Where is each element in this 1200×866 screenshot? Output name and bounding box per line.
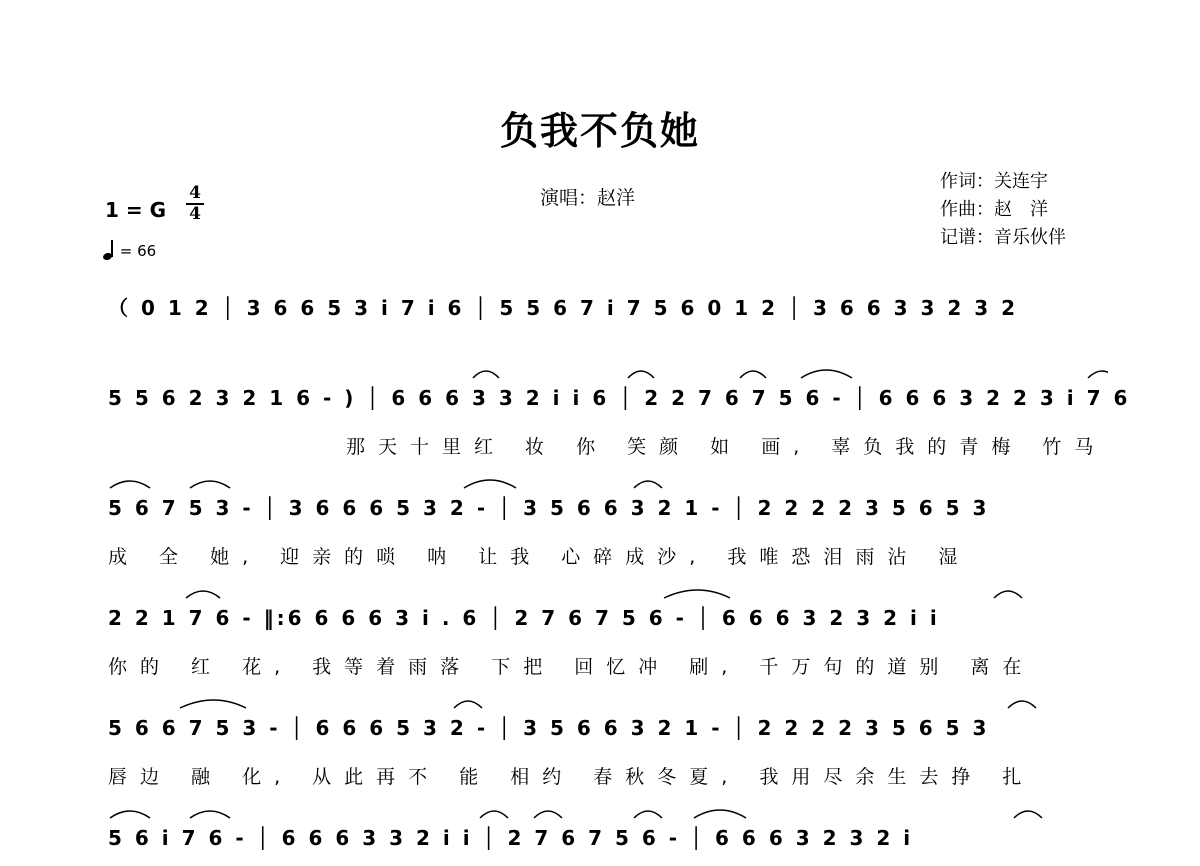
lyricist-credit: 作词：关连宇	[940, 171, 1048, 192]
meter-top: 4	[186, 184, 204, 205]
tempo-value: = 66	[119, 242, 157, 260]
notation-line: 2 2 1 7 6 - ‖:6 6 6 6 3 i . 6 │ 2 7 6 7 5 6 - │ 6 6 6 3 2 3 2 i i	[108, 606, 940, 630]
lyric-line: 成 全 她, 迎亲的唢 呐 让我 心碎成沙, 我唯恐泪雨沾 湿	[108, 546, 971, 568]
credits-block	[940, 168, 1066, 252]
quarter-note-icon	[103, 240, 115, 260]
slur-marks	[108, 796, 1108, 822]
notation-line: （ 0 1 2 │ 3 6 6 5 3 i 7 i 6 │ 5 5 6 7 i 7 5 6 0 1 2 │ 3 6 6 3 3 2 3 2	[108, 296, 1019, 320]
notation-line: 5 6 i 7 6 - │ 6 6 6 3 3 2 i i │ 2 7 6 7 5 6 - │ 6 6 6 3 2 3 2 i	[108, 826, 914, 850]
time-signature	[186, 184, 204, 224]
slur-marks	[108, 576, 1108, 602]
slur-marks	[108, 686, 1108, 712]
song-title: 负我不负她	[499, 108, 700, 153]
lyric-line: 唇边 融 化, 从此再不 能 相约 春秋冬夏, 我用尽余生去挣 扎	[108, 766, 1035, 788]
slur-marks	[108, 262, 1108, 288]
transcriber-credit: 记谱：音乐伙伴	[940, 227, 1066, 248]
lyric-line: 你的 红 花, 我等着雨落 下把 回忆冲 刷, 千万句的道别 离在	[108, 656, 1035, 678]
slur-marks	[108, 356, 1108, 382]
slur-marks	[108, 466, 1108, 492]
meter-bottom: 4	[189, 204, 201, 224]
notation-line: 5 6 7 5 3 - │ 3 6 6 6 5 3 2 - │ 3 5 6 6 3 2 1 - │ 2 2 2 2 3 5 6 5 3	[108, 496, 990, 520]
composer-credit: 作曲：赵 洋	[940, 199, 1048, 220]
notation-line: 5 5 6 2 3 2 1 6 - ) │ 6 6 6 3 3 2 i i 6 │ 2 2 7 6 7 5 6 - │ 6 6 6 3 2 2 3 i 7 6	[108, 386, 1131, 410]
singer-credit: 演唱：赵洋	[540, 187, 636, 209]
notation-line: 5 6 6 7 5 3 - │ 6 6 6 5 3 2 - │ 3 5 6 6 3 2 1 - │ 2 2 2 2 3 5 6 5 3	[108, 716, 990, 740]
tempo-marking	[103, 240, 156, 260]
lyric-line: 那天十里红 妆 你 笑颜 如 画, 辜负我的青梅 竹马	[346, 436, 1107, 458]
key-signature: 1 = G	[105, 198, 167, 222]
